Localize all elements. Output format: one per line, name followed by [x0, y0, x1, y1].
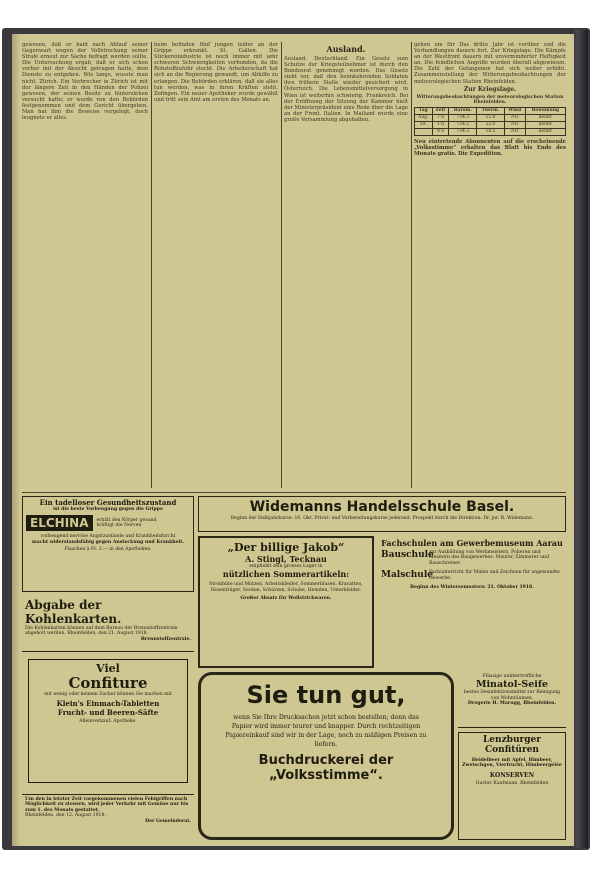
article-column-2: [154, 42, 278, 488]
gemeinderat-date: Rheinfelden, den 12. August 1918.: [25, 813, 106, 819]
aarau-school1: Bauschule: [381, 550, 434, 560]
jakob-intro: empfiehlt sein grosses Lager in: [249, 564, 323, 569]
lenzburger-shop: Gustav Kaufmann, Rheinfelden: [475, 780, 549, 786]
confiture-brand: Klein's Einmach-Tabletten: [56, 699, 160, 709]
weather-header: Zeit: [432, 107, 449, 114]
weather-cell: [415, 129, 433, 136]
weather-cell: 9 h: [432, 129, 449, 136]
heading-kriegslage: Zur Kriegslage.: [463, 86, 517, 94]
table-row: [415, 122, 566, 129]
table-row: [415, 129, 566, 136]
weather-cell: Aug.: [415, 114, 433, 121]
sietun-headline: Sie tun gut,: [246, 681, 406, 709]
column-4-text: gehen um Ihr Das dritte Jahr ist vorüber und die Verhandlungen dauern fort. Zur Kriegslage. Die Kämpfe an der Westfront dauern mit unverminderter Heftigkeit an. Die feindlichen Angriffe wurden überall abgewiesen. Die Zahl der Gefangenen hat sich weiter erhöht. Zusammenstellung der Witterungsbeobachtungen der meteorologischen Station Rheinfelden.: [414, 42, 566, 85]
weather-cell: 734.2: [449, 122, 477, 129]
aarau-school2: Malschule: [381, 570, 433, 581]
jakob-items: nützlichen Sommerartikeln:: [222, 569, 350, 580]
aarau-title: Fachschulen am Gewerbemuseum Aarau: [381, 538, 563, 548]
ad-minatol: [458, 672, 566, 728]
lenzburger-conserves: KONSERVEN: [489, 771, 535, 779]
kohlen-sign: Brennstoffzentrale.: [140, 636, 191, 642]
table-row: [415, 114, 566, 121]
ad-lenzburger: [458, 732, 566, 840]
elchina-price: Flaschen à Fr. 3.— in den Apotheken.: [64, 547, 152, 553]
aarau-desc2: Fachunterricht für Malen und Zeichnen für angewandte Gewerbe.: [429, 570, 560, 581]
ad-elchina: [22, 496, 194, 592]
widemann-title: Widemanns Handelsschule Basel.: [249, 499, 515, 515]
confiture-word: Confiture: [68, 674, 148, 692]
ad-confiture: [22, 656, 194, 792]
article-column-4: [414, 42, 566, 488]
aarau-desc1: zur Ausbildung von Werkmeistern, Polieren und Meistern des Baugewerbes: Maurer, Zimmerer und Bauschreiner.: [429, 550, 549, 566]
ad-widemann: [198, 496, 566, 532]
weather-cell: 734.3: [449, 129, 477, 136]
ad-gemeinderat: [22, 794, 194, 840]
page-gutter: [12, 34, 20, 846]
elchina-brand: ELCHINA: [26, 515, 93, 531]
ad-billige-jakob: [198, 536, 374, 668]
ad-sie-tun-gut: [198, 672, 454, 840]
kohlen-body: Die Kohlenkarten können auf dem Bureau der Brennstoffzentrale abgeholt werden. Rheinfelden, den 21. August 1918.: [25, 626, 178, 637]
minatol-pre: Flüssige unübertreffliche: [482, 674, 542, 679]
column-rule: [281, 42, 282, 488]
lenzburger-items: Heidelbeer mit Apfel, Himbeer, Zwetschgen, Vierfrucht, Himbeergelée: [462, 758, 562, 769]
jakob-name: A. Stingl, Tecknau: [245, 554, 327, 564]
column-2-text: heim befinden fünf jungen leider an der Grippe erkrankt. St. Gallen. Die Stickereiindustrie ist noch immer mit sehr schweren Schwierigkeiten verbunden, da die Rohstoffzufuhr stockt. Die Arbeiterschaft hat sich an die Regierung gewandt, um Abhilfe zu erlangen. Die Behörden erklären, daß sie alles tun werden, was in ihren Kräften steht. Zofingen. Ein neuer Apotheker wurde gewählt und tritt sein Amt am ersten des Monats an.: [154, 42, 278, 103]
confiture-addr: Alleinverkauf: Apotheke.: [79, 719, 137, 725]
ad-kohlenkarten: [22, 596, 194, 652]
ads-separator: [22, 492, 566, 493]
lenzburger-title: Lenzburger Confitüren: [482, 735, 542, 755]
heading-ausland: Ausland.: [326, 44, 366, 54]
weather-header: Therm.: [477, 107, 505, 114]
article-column-1: [22, 42, 148, 488]
heading-witterung: Witterungsbeobachtungen der meteorologischen Station Rheinfelden.: [416, 95, 564, 106]
column-3-text: Ausland. Deutschland. Ein Gesetz zum Schutze der Kriegsteilnehmer ist durch den Bundesrat genehmigt worden. Das Gesetz sieht vor, daß den heimkehrenden Soldaten ihre frühere Stelle wieder gesichert wird. Österreich. Die Lebensmittelversorgung in Wien ist weiterhin schwierig. Frankreich. Bei der Eröffnung der Sitzung der Kammer hielt der Ministerpräsident eine Rede über die Lage an der Front. Italien. In Mailand wurde eine große Versammlung abgehalten.: [284, 56, 408, 123]
weather-header: Tag: [415, 107, 433, 114]
column-1-text: gewesen, daß er bald nach Ablauf seiner Gegenwart wegen der Vollstreckung seiner Strafe erneut zur Sache befragt werden sollte. Die Untersuchung ergab, daß er sich schon vorher mit der Absicht getragen hatte, dem Dienste zu entgehen. Wie lange, wusste man nicht. Zürich. Ein Verbrecher in Zürich ist mit der längere Zeit in den Händen der Polizei gewesen, der seinen Besitz zu hinterziehen versucht hatte; er wurde von den Behörden festgenommen und dem Gericht übergeben. Man hat ihm die Beweise vorgelegt, doch leugnete er alles.: [22, 42, 148, 122]
sietun-body: wenn Sie Ihre Drucksachen jetzt schon bestellen; denn das Papier wird immer teurer und knapper. Durch rechtzeitigen Papiereinkauf sind wir in der Lage, noch zu mäßigen Preisen zu liefern.: [225, 714, 427, 748]
weather-cell: NO: [504, 129, 525, 136]
kohlen-title: Abgabe der Kohlenkarten.: [25, 598, 122, 626]
weather-cell: 20.: [415, 122, 433, 129]
weather-cell: 18.5: [477, 129, 505, 136]
confiture-foot: Frucht- und Beeren-Säfte: [57, 708, 159, 718]
widemann-sub: Beginn der Halbjahrkurse: 16. Okt. Privat- und Vorbereitungskurse jederzeit. Prospekt durch die Direktion: Dr. jur. R. Widemann.: [230, 516, 534, 521]
aarau-start: Beginn des Wintersemesters: 21. Oktober 1918.: [410, 585, 534, 591]
subscribe-note: Neu eintretende Abonnenten auf die erscheinende „Volksstimme“ erhalten das Blatt bis Ende des Monats gratis. Die Expedition.: [414, 139, 566, 158]
elchina-line1: vorbeugend nervöse Angstzustände und Krankheitsfurcht: [40, 534, 176, 540]
sietun-footer2: „Volksstimme“.: [269, 768, 383, 783]
weather-cell: 1 h: [432, 122, 449, 129]
jakob-body: Strohhüte und Mützen, Arbeitskleider, Sommerblusen, Kravatten, Hosenträger, Socken, Schürzen, Schuhe, Hemden, Unterkleider.: [209, 582, 363, 593]
weather-header: Barom.: [449, 107, 477, 114]
column-rule: [151, 42, 152, 488]
weather-cell: 7 h: [432, 114, 449, 121]
confiture-title: Viel: [96, 662, 120, 675]
minatol-body: bestes Desinfektionsmittel zur Reinigung von Wohnräumen.: [463, 690, 561, 701]
weather-cell: 22.0: [477, 122, 505, 129]
weather-cell: heiter: [525, 122, 565, 129]
jakob-title: „Der billige Jakob“: [227, 541, 345, 554]
minatol-title: Minatol-Seife: [475, 679, 549, 691]
sietun-footer1: Buchdruckerei der: [258, 753, 394, 768]
gemeinderat-sign: Der Gemeinderat.: [145, 818, 191, 824]
gemeinderat-body: Um den in letzter Zeit vorgekommenen vielen Fehlgriffen nach Möglichkeit zu steuern, wird jeder Verkehr mit Gemüse nur bis zum 1. des Monats gestattet.: [25, 797, 189, 813]
column-rule: [411, 42, 412, 488]
weather-cell: heiter: [525, 114, 565, 121]
newspaper-page: [12, 34, 574, 846]
elchina-line2: macht widerstandsfähig gegen Ansteckung und Krankheit.: [32, 539, 184, 545]
weather-cell: heiter: [525, 129, 565, 136]
minatol-shop: Drogerie H. Marugg, Rheinfelden.: [467, 701, 557, 707]
elchina-headline: Ein tadelloser Gesundheitszustand: [39, 498, 177, 507]
ad-gewerbemuseum-aarau: [378, 536, 566, 668]
article-column-3: [284, 42, 408, 488]
elchina-sub: ist die beste Vorbeugung gegen die Grippe: [53, 507, 163, 512]
weather-header: Wind: [504, 107, 525, 114]
weather-cell: 734.3: [449, 114, 477, 121]
weather-cell: NO: [504, 114, 525, 121]
confiture-body: mit wenig oder keinem Zucker können Sie machen mit: [44, 692, 172, 697]
elchina-side: erhält den Körper gesund kräftigt die Nerven: [96, 518, 157, 529]
jakob-foot: Großer Absatz für Wollstrickwaren.: [240, 596, 332, 602]
weather-cell: 15.8: [477, 114, 505, 121]
weather-cell: NO: [504, 122, 525, 129]
weather-header: Bewölkung: [525, 107, 565, 114]
weather-table: [414, 107, 566, 136]
